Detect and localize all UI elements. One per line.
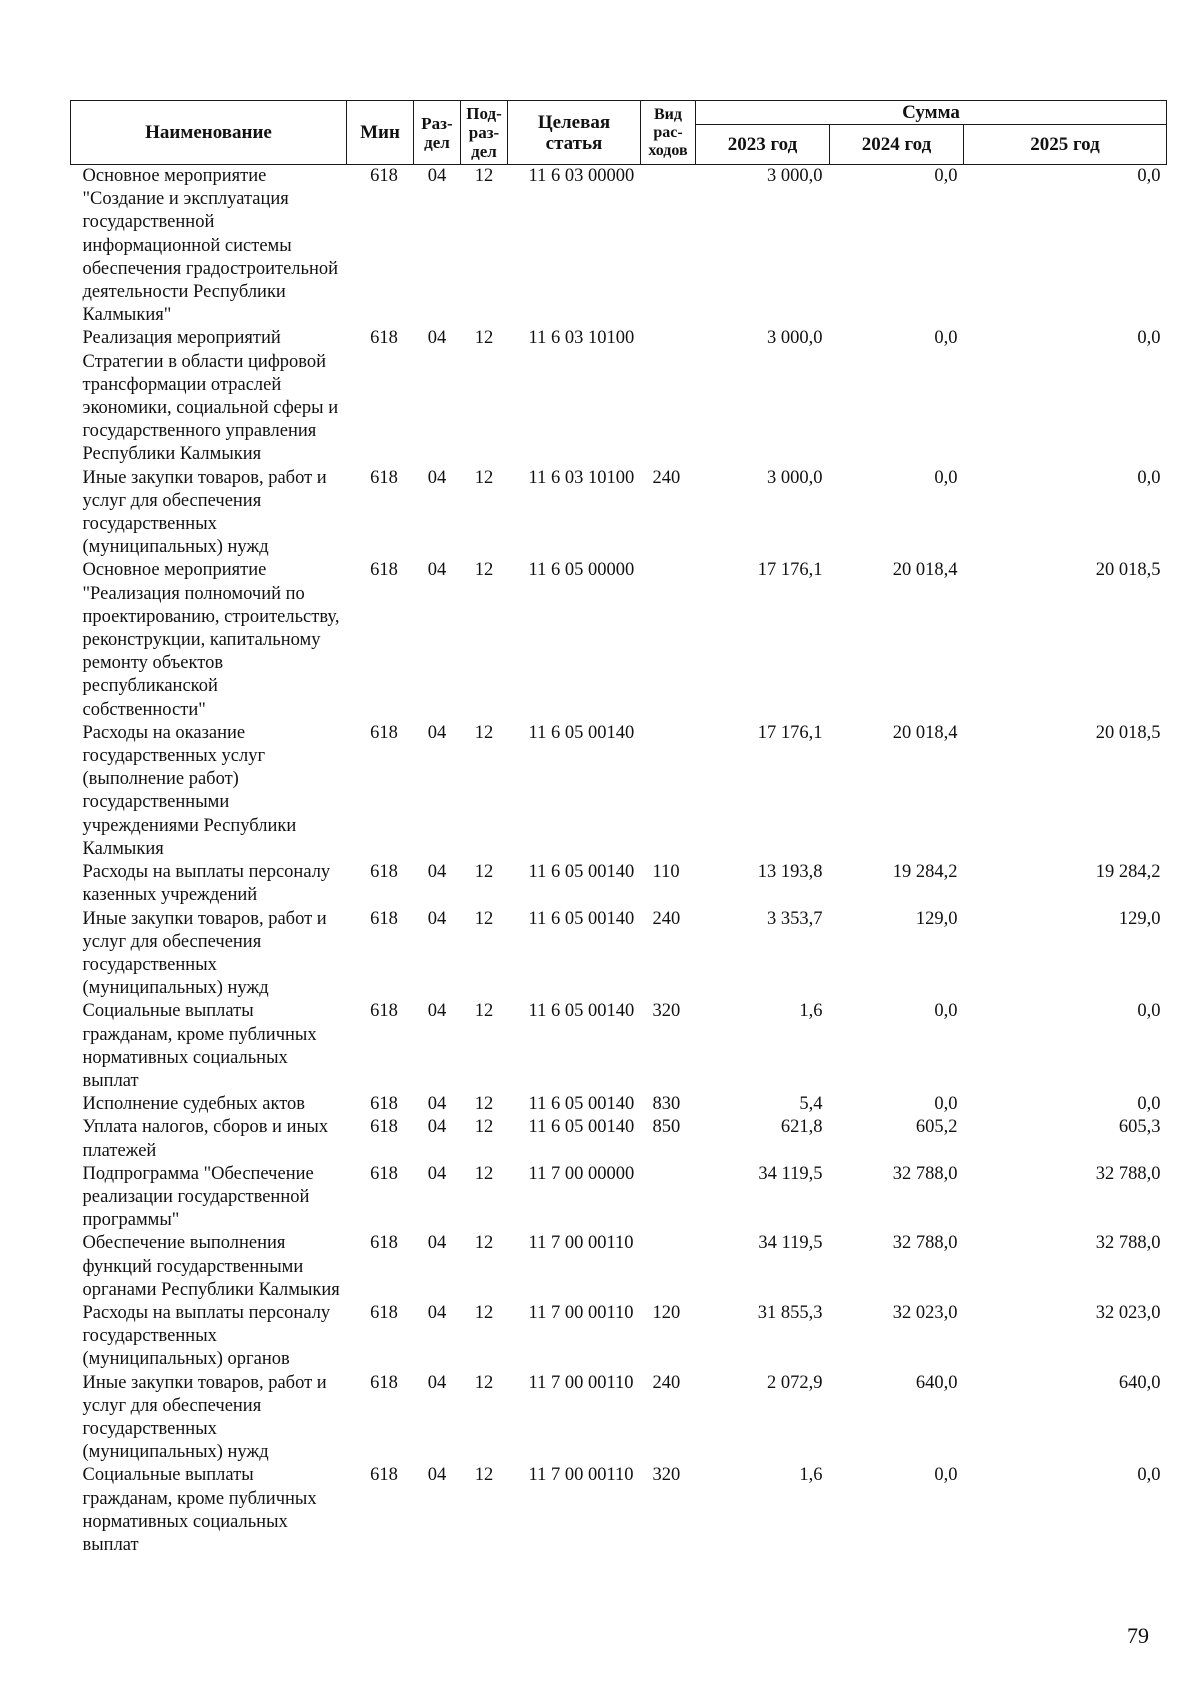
row-sum-2023: 1,6	[799, 1001, 823, 1022]
row-vid-raskhodov	[641, 722, 696, 861]
row-sum-2023: 3 000,0	[767, 328, 823, 349]
table-row	[71, 1232, 1167, 1302]
row-name: Расходы на выплаты персоналу казенных учреждений	[82, 862, 331, 906]
row-vid-raskhodov: 320	[652, 1465, 681, 1486]
row-sum-2024: 640,0	[915, 1372, 958, 1393]
row-tselevaya-statya: 11 7 00 00110	[528, 1302, 634, 1323]
header-podrazdel-line2: раз-	[468, 123, 500, 142]
row-vid-raskhodov	[641, 327, 696, 466]
row-sum-2025: 129,0	[1118, 908, 1161, 929]
row-sum-2023: 17 176,1	[757, 560, 823, 581]
row-sum-2024: 0,0	[934, 328, 958, 349]
row-vid-raskhodov: 850	[652, 1117, 681, 1138]
row-razdel: 04	[427, 1233, 447, 1254]
row-tselevaya-statya: 11 6 05 00140	[528, 862, 635, 883]
row-name: Основное мероприятие "Создание и эксплуатация государственной информационной системы обеспечения градостроительной деятельности Республики Калмыкия"	[82, 166, 339, 326]
row-sum-2023: 34 119,5	[758, 1163, 823, 1184]
header-razdel-line2: дел	[424, 132, 450, 152]
row-min: 618	[370, 1094, 398, 1115]
row-razdel: 04	[427, 1465, 447, 1486]
table-row	[71, 165, 1167, 328]
table-row	[71, 1000, 1167, 1093]
row-podrazdel: 12	[474, 862, 494, 883]
row-tselevaya-statya: 11 6 05 00140	[528, 908, 635, 929]
header-2024: 2024 год	[830, 125, 964, 165]
row-sum-2024: 20 018,4	[892, 722, 958, 743]
row-vid-raskhodov: 240	[652, 1372, 681, 1393]
row-sum-2025: 32 023,0	[1095, 1302, 1161, 1323]
row-razdel: 04	[427, 166, 447, 186]
row-min: 618	[370, 1163, 398, 1184]
row-name: Иные закупки товаров, работ и услуг для обеспечения государственных (муниципальных) нужд	[82, 1372, 327, 1463]
row-sum-2024: 0,0	[934, 1001, 958, 1022]
row-sum-2023: 2 072,9	[767, 1372, 823, 1393]
row-name: Расходы на оказание государственных услуг (выполнение работ) государственными учреждениями Республики Калмыкия	[82, 722, 297, 859]
header-razdel	[414, 101, 461, 165]
row-name: Иные закупки товаров, работ и услуг для обеспечения государственных (муниципальных) нужд	[82, 908, 327, 999]
table-row	[71, 1093, 1167, 1116]
row-name: Уплата налогов, сборов и иных платежей	[82, 1117, 329, 1161]
row-name: Расходы на выплаты персоналу государственных (муниципальных) органов	[82, 1302, 331, 1370]
row-min: 618	[370, 166, 398, 186]
row-sum-2023: 1,6	[799, 1465, 823, 1486]
table-body	[71, 165, 1167, 1558]
row-podrazdel: 12	[474, 1233, 494, 1254]
row-vid-raskhodov	[641, 1232, 696, 1302]
row-sum-2023: 34 119,5	[758, 1233, 823, 1254]
row-min: 618	[370, 1117, 398, 1138]
header-vid-line2: рас-	[653, 123, 683, 141]
row-sum-2023: 3 353,7	[767, 908, 823, 929]
table-row	[71, 1464, 1167, 1557]
row-sum-2024: 0,0	[934, 467, 958, 488]
table-row	[71, 722, 1167, 861]
row-razdel: 04	[427, 1117, 447, 1138]
header-2023: 2023 год	[696, 125, 830, 165]
row-min: 618	[370, 1465, 398, 1486]
row-name: Исполнение судебных актов	[82, 1094, 306, 1115]
row-sum-2025: 32 788,0	[1095, 1233, 1161, 1254]
row-podrazdel: 12	[474, 908, 494, 929]
row-podrazdel: 12	[474, 1001, 494, 1022]
row-tselevaya-statya: 11 7 00 00110	[528, 1465, 634, 1486]
row-podrazdel: 12	[474, 1117, 494, 1138]
row-vid-raskhodov: 240	[652, 908, 681, 929]
row-podrazdel: 12	[474, 560, 494, 581]
row-razdel: 04	[427, 1372, 447, 1393]
row-tselevaya-statya: 11 7 00 00110	[528, 1233, 634, 1254]
row-sum-2025: 0,0	[1137, 1465, 1161, 1486]
row-sum-2024: 32 788,0	[892, 1163, 958, 1184]
row-min: 618	[370, 328, 398, 349]
row-razdel: 04	[427, 560, 447, 581]
row-vid-raskhodov	[641, 165, 696, 328]
table-row	[71, 1302, 1167, 1372]
budget-table	[70, 100, 1167, 1557]
row-vid-raskhodov: 120	[652, 1302, 681, 1323]
row-razdel: 04	[427, 467, 447, 488]
row-sum-2024: 20 018,4	[892, 560, 958, 581]
row-sum-2023: 3 000,0	[767, 166, 823, 186]
row-name: Иные закупки товаров, работ и услуг для обеспечения государственных (муниципальных) нужд	[82, 467, 327, 558]
header-min: Мин	[347, 101, 414, 165]
row-sum-2023: 17 176,1	[757, 722, 823, 743]
table-row	[71, 1163, 1167, 1233]
row-vid-raskhodov: 240	[652, 467, 681, 488]
row-tselevaya-statya: 11 7 00 00000	[528, 1163, 635, 1184]
row-vid-raskhodov: 830	[652, 1094, 681, 1115]
page-number: 79	[1127, 1623, 1149, 1648]
row-sum-2024: 32 023,0	[892, 1302, 958, 1323]
row-razdel: 04	[427, 328, 447, 349]
row-sum-2025: 0,0	[1137, 328, 1161, 349]
row-tselevaya-statya: 11 6 05 00140	[528, 1094, 635, 1115]
row-name: Подпрограмма "Обеспечение реализации государственной программы"	[82, 1163, 314, 1231]
row-podrazdel: 12	[474, 1465, 494, 1486]
row-min: 618	[370, 1001, 398, 1022]
row-tselevaya-statya: 11 7 00 00110	[528, 1372, 634, 1393]
row-tselevaya-statya: 11 6 03 00000	[528, 166, 635, 186]
table-row	[71, 861, 1167, 907]
row-sum-2023: 31 855,3	[757, 1302, 823, 1323]
row-podrazdel: 12	[474, 467, 494, 488]
header-2025: 2025 год	[964, 125, 1167, 165]
table-row	[71, 1372, 1167, 1465]
table-row	[71, 327, 1167, 466]
row-sum-2023: 5,4	[799, 1094, 823, 1115]
row-tselevaya-statya: 11 6 03 10100	[528, 328, 635, 349]
row-podrazdel: 12	[474, 1302, 494, 1323]
row-name: Реализация мероприятий Стратегии в области цифровой трансформации отраслей экономики, социальной сферы и государственного управления Республики Калмыкия	[82, 328, 339, 465]
row-razdel: 04	[427, 722, 447, 743]
row-name: Обеспечение выполнения функций государственными органами Республики Калмыкия	[82, 1233, 340, 1300]
row-sum-2024: 32 788,0	[892, 1233, 958, 1254]
row-razdel: 04	[427, 908, 447, 929]
table-header	[71, 101, 1167, 165]
row-podrazdel: 12	[474, 1372, 494, 1393]
header-vid-line3: ходов	[648, 141, 688, 159]
row-podrazdel: 12	[474, 722, 494, 743]
row-razdel: 04	[427, 1163, 447, 1184]
row-sum-2024: 129,0	[915, 908, 958, 929]
row-podrazdel: 12	[474, 166, 494, 186]
row-sum-2025: 20 018,5	[1095, 560, 1161, 581]
row-tselevaya-statya: 11 6 05 00140	[528, 722, 635, 743]
header-vid	[641, 101, 696, 165]
row-tselevaya-statya: 11 6 05 00000	[528, 560, 635, 581]
table-row	[71, 467, 1167, 560]
row-tselevaya-statya: 11 6 03 10100	[528, 467, 635, 488]
table-row	[71, 559, 1167, 721]
row-name: Основное мероприятие "Реализация полномочий по проектированию, строительству, реконструкции, капитальному ремонту объектов республиканской собственности"	[82, 560, 340, 720]
row-name: Социальные выплаты гражданам, кроме публичных нормативных социальных выплат	[82, 1465, 317, 1555]
row-sum-2023: 621,8	[780, 1117, 823, 1138]
table-row	[71, 908, 1167, 1001]
row-sum-2025: 19 284,2	[1095, 862, 1161, 883]
row-sum-2025: 0,0	[1137, 1001, 1161, 1022]
header-podrazdel	[461, 101, 508, 165]
row-min: 618	[370, 467, 398, 488]
header-tselevaya-line2: статья	[545, 132, 603, 154]
row-tselevaya-statya: 11 6 05 00140	[528, 1117, 635, 1138]
header-tselevaya	[508, 101, 641, 165]
row-sum-2025: 640,0	[1118, 1372, 1161, 1393]
row-podrazdel: 12	[474, 1163, 494, 1184]
row-podrazdel: 12	[474, 328, 494, 349]
header-name: Наименование	[71, 101, 347, 165]
row-sum-2025: 0,0	[1137, 467, 1161, 488]
row-sum-2024: 19 284,2	[892, 862, 958, 883]
row-min: 618	[370, 560, 398, 581]
row-vid-raskhodov	[641, 1163, 696, 1233]
row-sum-2025: 20 018,5	[1095, 722, 1161, 743]
row-sum-2024: 0,0	[934, 1465, 958, 1486]
table-row	[71, 1116, 1167, 1162]
row-min: 618	[370, 908, 398, 929]
header-summa: Сумма	[696, 101, 1167, 125]
row-min: 618	[370, 862, 398, 883]
row-tselevaya-statya: 11 6 05 00140	[528, 1001, 635, 1022]
header-podrazdel-line1: Под-	[466, 104, 502, 123]
row-sum-2025: 32 788,0	[1095, 1163, 1161, 1184]
row-vid-raskhodov	[641, 559, 696, 721]
row-sum-2025: 605,3	[1118, 1117, 1161, 1138]
row-sum-2024: 605,2	[915, 1117, 958, 1138]
row-min: 618	[370, 1372, 398, 1393]
row-razdel: 04	[427, 1001, 447, 1022]
row-min: 618	[370, 722, 398, 743]
header-vid-line1: Вид	[654, 105, 682, 123]
row-vid-raskhodov: 320	[652, 1001, 681, 1022]
header-razdel-line1: Раз-	[421, 113, 453, 133]
row-sum-2024: 0,0	[934, 166, 958, 186]
row-name: Социальные выплаты гражданам, кроме публичных нормативных социальных выплат	[82, 1001, 317, 1091]
row-razdel: 04	[427, 1094, 447, 1115]
header-podrazdel-line3: дел	[471, 142, 497, 161]
row-sum-2023: 3 000,0	[767, 467, 823, 488]
row-min: 618	[370, 1302, 398, 1323]
row-sum-2025: 0,0	[1137, 1094, 1161, 1115]
header-tselevaya-line1: Целевая	[537, 111, 611, 133]
row-razdel: 04	[427, 1302, 447, 1323]
row-vid-raskhodov: 110	[652, 862, 680, 883]
row-podrazdel: 12	[474, 1094, 494, 1115]
row-min: 618	[370, 1233, 398, 1254]
row-sum-2025: 0,0	[1137, 166, 1161, 186]
row-razdel: 04	[427, 862, 447, 883]
row-sum-2023: 13 193,8	[757, 862, 823, 883]
row-sum-2024: 0,0	[934, 1094, 958, 1115]
